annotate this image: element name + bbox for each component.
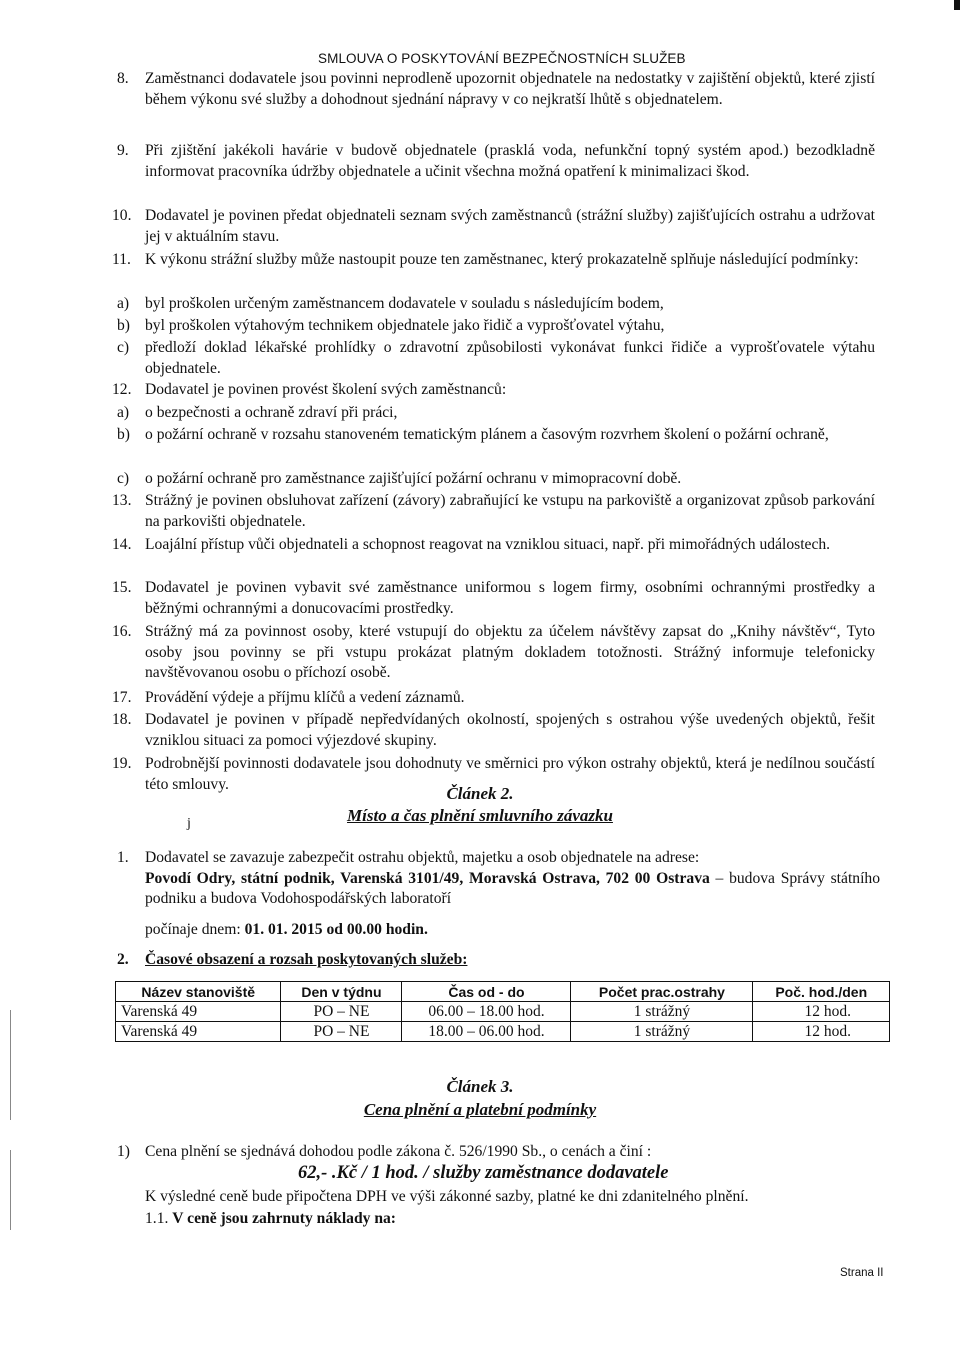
cell-time: 06.00 – 18.00 hod. (402, 1002, 571, 1022)
item-text: Strážný má za povinnost osoby, které vstupují do objektu za účelem návštěvy zapsat do „Knihy návštěv“, Tyto osoby jsou povinny se při vstupu prokázat platným dokladem totožnosti. Strážný informuje telefonicky navštěvovanou osobu o příchozí osobě. (145, 623, 875, 681)
article-2-title: Článek 2. (446, 784, 514, 803)
item-letter: c) (117, 339, 130, 356)
vat-note: K výsledné ceně bude připočtena DPH ve výši zákonné sazby, platné ke dni zdanitelného plnění. (145, 1188, 749, 1205)
column-header: Název stanoviště (116, 982, 281, 1002)
cell-time: 18.00 – 06.00 hod. (402, 1022, 571, 1042)
cell-hours: 12 hod. (753, 1022, 890, 1042)
item-letter: b) (117, 317, 130, 334)
start-date-value: 01. 01. 2015 od 00.00 hodin. (244, 921, 428, 938)
subsection-text: V ceně jsou zahrnuty náklady na: (172, 1210, 396, 1227)
item-text: o požární ochraně pro zaměstnance zajišťující požární ochranu v mimopracovní době. (145, 470, 682, 487)
cell-days: PO – NE (281, 1002, 402, 1022)
item-text: Loajální přístup vůči objednateli a schopnost reagovat na vzniklou situaci, např. při mimořádných událostech. (145, 536, 831, 553)
cell-hours: 12 hod. (753, 1002, 890, 1022)
article-3-title: Článek 3. (446, 1077, 514, 1096)
schedule-table (115, 981, 890, 1042)
paragraph-text: Cena plnění se sjednává dohodou podle zákona č. 526/1990 Sb., o cenách a činí : (145, 1143, 652, 1160)
item-number: 16. (112, 623, 132, 640)
item-text: byl proškolen výtahovým technikem objednatele jako řidič a vyprošťovatel výtahu, (145, 317, 665, 334)
item-number: 19. (112, 755, 132, 772)
subsection-number: 1.1. (145, 1210, 169, 1227)
paragraph-text (145, 848, 880, 910)
item-number: 9. (117, 142, 129, 159)
item-text: Při zjištění jakékoli havárie v budově objednatele (prasklá voda, nefunkční topný systém apod.) bezodkladně informovat pracovníka údržby objednatele a učinit všechna možná opatření k minimalizaci škod. (145, 142, 875, 180)
paragraph-number: 1. (117, 849, 129, 866)
paragraph-number: 2. (117, 951, 129, 968)
article-3-subtitle: Cena plnění a platební podmínky (363, 1100, 597, 1119)
item-text: o požární ochraně v rozsahu stanoveném tematickým plánem a časovým rozvrhem školení o požární ochraně, (145, 426, 829, 443)
subsection-line (145, 1209, 396, 1230)
table-row (116, 1002, 890, 1022)
column-header: Den v týdnu (281, 982, 402, 1002)
column-header: Čas od - do (402, 982, 571, 1002)
item-text: Zaměstnanci dodavatele jsou povinni neprodleně upozornit objednatele na nedostatky v zajištění objektů, které zjistí během výkonu své služby a dohodnout sjednání nápravy v co nejkratší lhůtě s objednatelem. (145, 70, 875, 108)
item-text: předloží doklad lékařské prohlídky o zdravotní způsobilosti vykonávat funkci řidiče a vyprošťovatele výtahu objednatele. (145, 339, 875, 377)
address: Povodí Odry, státní podnik, Varenská 3101/49, Moravská Ostrava, 702 00 Ostrava (145, 869, 710, 887)
item-letter: c) (117, 470, 130, 487)
cell-guards: 1 strážný (571, 1022, 753, 1042)
cell-station: Varenská 49 (116, 1002, 281, 1022)
item-text: Dodavatel je povinen provést školení svých zaměstnanců: (145, 381, 507, 398)
paragraph-lead: Dodavatel se zavazuje zabezpečit ostrahu objektů, majetku a osob objednatele na adrese: (145, 849, 700, 866)
item-text: Provádění výdeje a příjmu klíčů a vedení záznamů. (145, 689, 465, 706)
address-rest: – budova Správy státního podniku a budova Vodohospodářských laboratoří (145, 869, 880, 907)
paragraph-number: 1) (117, 1143, 130, 1160)
item-letter: b) (117, 426, 130, 443)
table-header-row (116, 982, 890, 1002)
table-row (116, 1022, 890, 1042)
item-number: 12. (112, 381, 132, 398)
start-date-label: počínaje dnem: (145, 921, 245, 938)
scan-margin-line (10, 1150, 11, 1230)
item-number: 13. (112, 492, 132, 509)
item-number: 18. (112, 711, 132, 728)
schedule-heading: Časové obsazení a rozsah poskytovaných služeb: (145, 951, 468, 968)
item-number: 17. (112, 689, 132, 706)
item-number: 8. (117, 70, 129, 87)
column-header: Počet prac.ostrahy (571, 982, 753, 1002)
cell-days: PO – NE (281, 1022, 402, 1042)
page-number: Strana II (840, 1267, 884, 1279)
item-letter: a) (117, 295, 130, 312)
item-text: byl proškolen určeným zaměstnancem dodavatele v souladu s následujícím bodem, (145, 295, 664, 312)
item-text: Dodavatel je povinen předat objednateli seznam svých zaměstnanců (strážní služby) zajišťujících ostrahu a udržovat jej v aktuálním stavu. (145, 207, 875, 245)
item-number: 15. (112, 579, 132, 596)
article-2-subtitle: Místo a čas plnění smluvního závazku (347, 806, 613, 825)
item-text: Strážný je povinen obsluhovat zařízení (závory) zabraňující ke vstupu na parkoviště a organizovat způsob parkování na parkovišti objednatele. (145, 492, 875, 530)
item-text: Podrobnější povinnosti dodavatele jsou dohodnuty ve směrnici pro výkon ostrahy objektů, která je nedílnou součástí této smlouvy. (145, 755, 875, 793)
item-text: o bezpečnosti a ochraně zdraví při práci, (145, 404, 398, 421)
item-text: Dodavatel je povinen v případě nepředvídaných okolností, spojených s ostrahou výše uvedených objektů, řešit vzniklou situaci za pomoci výjezdové skupiny. (145, 711, 875, 749)
item-number: 10. (112, 207, 132, 224)
item-text: Dodavatel je povinen vybavit své zaměstnance uniformou s logem firmy, osobními ochrannými prostředky a běžnými ochrannými a donucovacími prostředky. (145, 579, 875, 617)
document-header: SMLOUVA O POSKYTOVÁNÍ BEZPEČNOSTNÍCH SLUŽEB (318, 51, 686, 66)
start-date-line (145, 920, 880, 941)
item-letter: a) (117, 404, 130, 421)
cell-station: Varenská 49 (116, 1022, 281, 1042)
item-number: 14. (112, 536, 132, 553)
item-number: 11. (112, 251, 131, 268)
cell-guards: 1 strážný (571, 1002, 753, 1022)
margin-tick: j (187, 816, 191, 831)
price: 62,- .Kč / 1 hod. / služby zaměstnance dodavatele (298, 1163, 669, 1183)
scan-corner-mark (954, 0, 960, 10)
item-text: K výkonu strážní služby může nastoupit pouze ten zaměstnanec, který prokazatelně splňuje následující podmínky: (145, 251, 859, 268)
column-header: Poč. hod./den (753, 982, 890, 1002)
